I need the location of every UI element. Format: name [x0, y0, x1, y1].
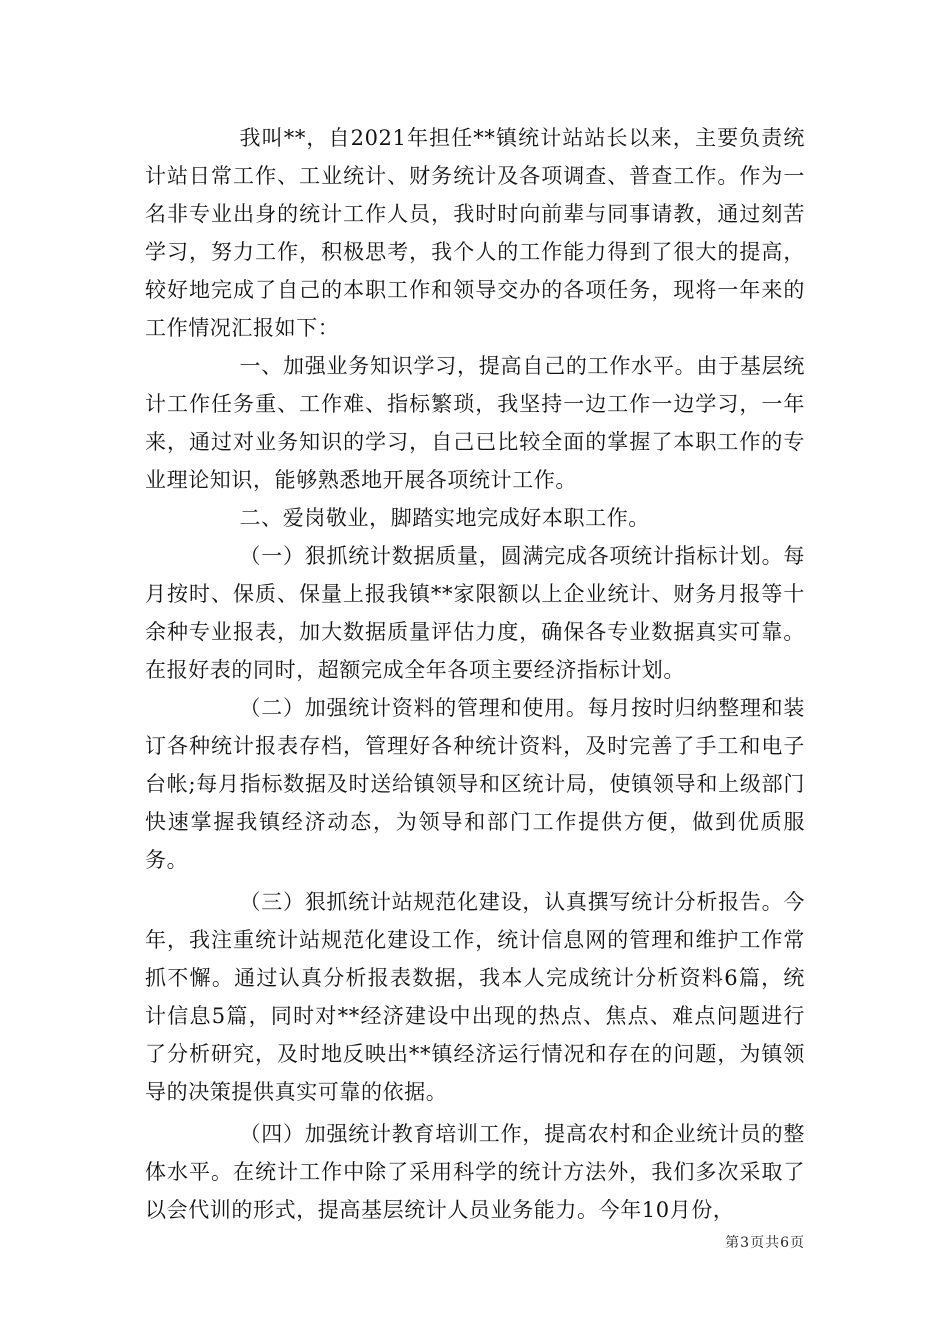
paragraph-item-3: （三）狠抓统计站规范化建设，认真撰写统计分析报告。今年，我注重统计站规范化建设工作，统计信息网的管理和维护工作常抓不懈。通过认真分析报表数据，我本人完成统计分析资料6篇，统计信息5篇，同时对**经济建设中出现的热点、焦点、难点问题进行了分析研究，及时地反映出**镇经济运行情况和存在的问题，为镇领导的决策提供真实可靠的依据。 [145, 890, 805, 1104]
paragraph-section-2: 二、爱岗敬业，脚踏实地完成好本职工作。 [239, 506, 650, 530]
page-number: 第3页共6页 [725, 1235, 805, 1251]
paragraph-item-4: （四）加强统计教育培训工作，提高农村和企业统计员的整体水平。在统计工作中除了采用科学的统计方法外，我们多次采取了以会代训的形式，提高基层统计人员业务能力。今年10月份， [145, 1122, 805, 1222]
paragraph-item-2: （二）加强统计资料的管理和使用。每月按时归纳整理和装订各种统计报表存档，管理好各种统计资料，及时完善了手工和电子台帐;每月指标数据及时送给镇领导和区统计局，使镇领导和上级部门快速掌握我镇经济动态，为领导和部门工作提供方便，做到优质服务。 [145, 696, 805, 872]
paragraph-section-1: 一、加强业务知识学习，提高自己的工作水平。由于基层统计工作任务重、工作难、指标繁琐，我坚持一边工作一边学习，一年来，通过对业务知识的学习，自己已比较全面的掌握了本职工作的专业理论知识，能够熟悉地开展各项统计工作。 [145, 354, 805, 492]
document-body [145, 119, 805, 1229]
paragraph-item-1: （一）狠抓统计数据质量，圆满完成各项统计指标计划。每月按时、保质、保量上报我镇**家限额以上企业统计、财务月报等十余种专业报表，加大数据质量评估力度，确保各专业数据真实可靠。在报好表的同时，超额完成全年各项主要经济指标计划。 [145, 544, 805, 682]
paragraph-intro: 我叫**，自2021年担任**镇统计站站长以来，主要负责统计站日常工作、工业统计、财务统计及各项调查、普查工作。作为一名非专业出身的统计工作人员，我时时向前辈与同事请教，通过刻苦学习，努力工作，积极思考，我个人的工作能力得到了很大的提高，较好地完成了自己的本职工作和领导交办的各项任务，现将一年来的工作情况汇报如下： [145, 126, 805, 340]
